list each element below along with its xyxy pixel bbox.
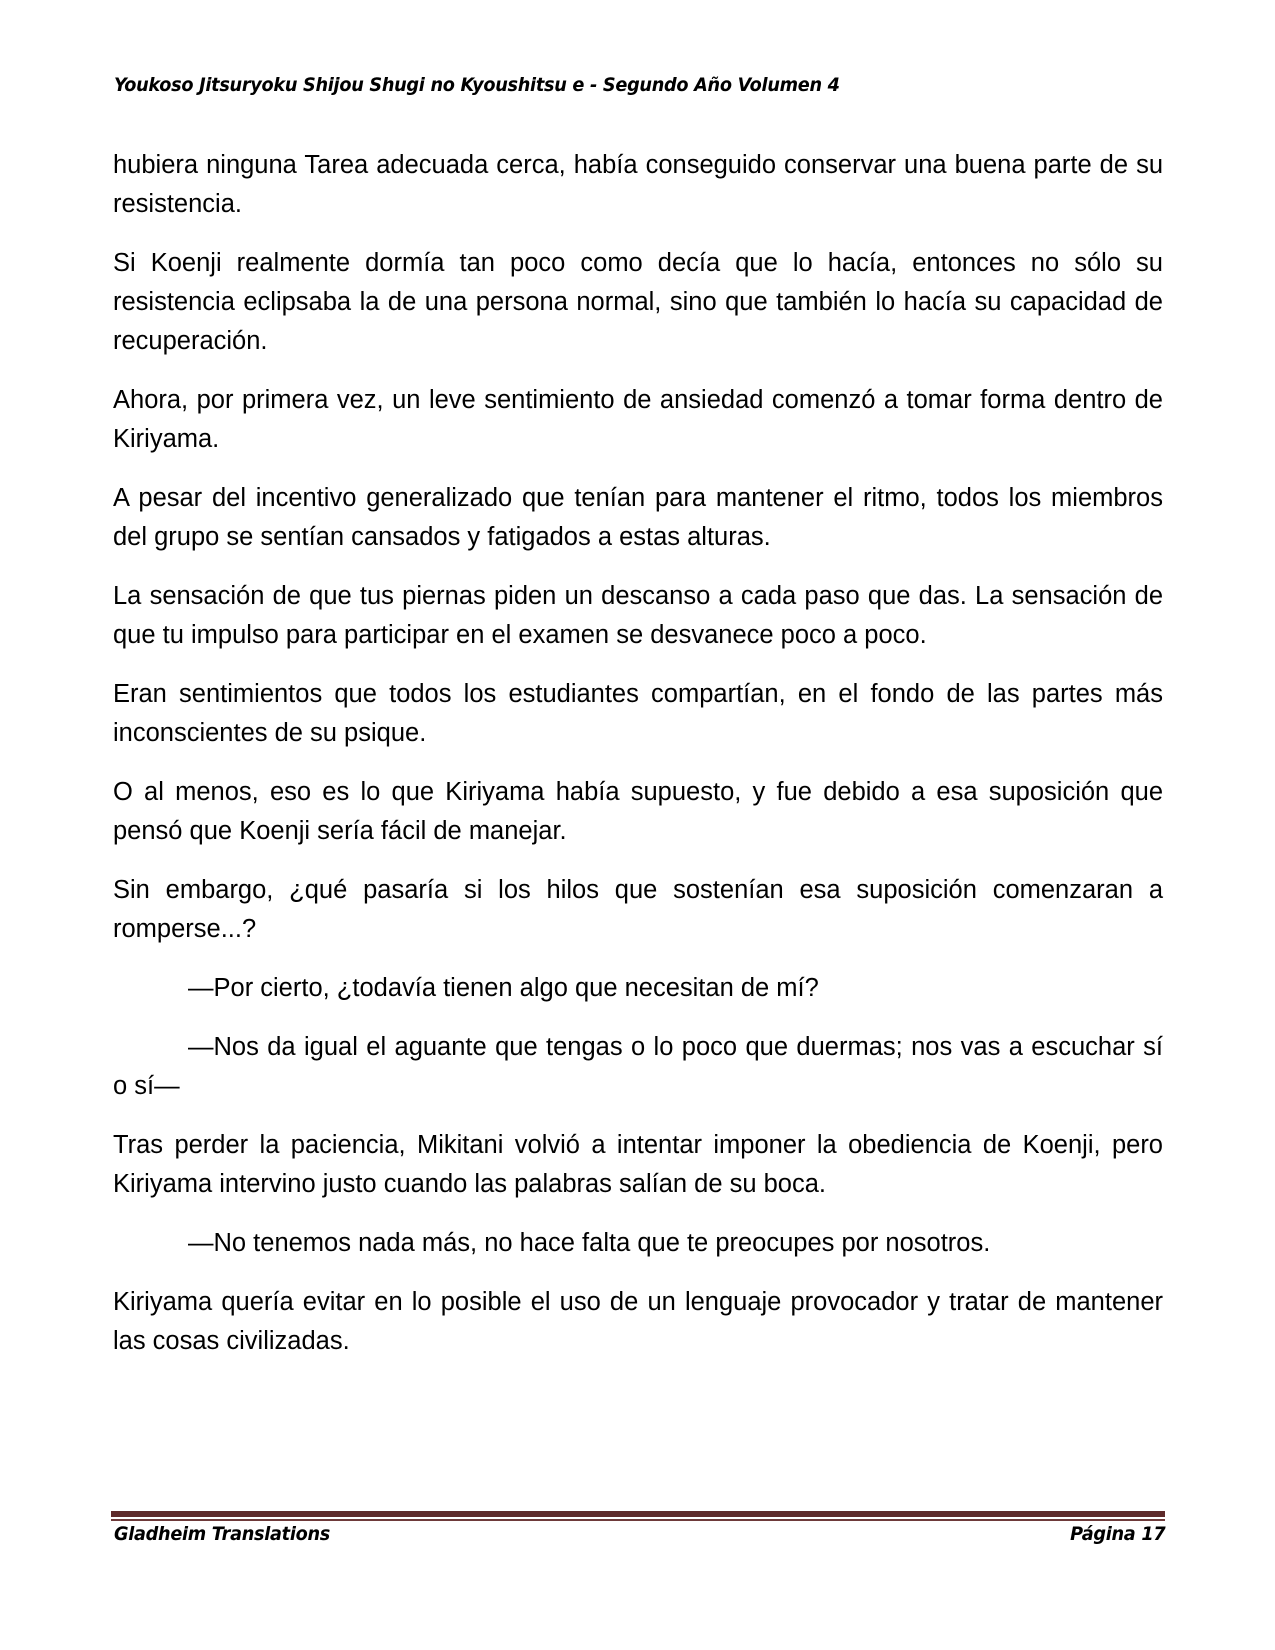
paragraph: Tras perder la paciencia, Mikitani volvió a intentar imponer la obediencia de Koenji, pero Kiriyama intervino justo cuando las palabras salían de su boca.	[113, 1131, 1163, 1198]
paragraph: La sensación de que tus piernas piden un descanso a cada paso que das. La sensación de que tu impulso para participar en el examen se desvanece poco a poco.	[113, 582, 1163, 649]
page-number: Página 17	[1069, 1523, 1165, 1545]
footer-divider-thin	[111, 1519, 1165, 1521]
paragraph: Si Koenji realmente dormía tan poco como decía que lo hacía, entonces no sólo su resistencia eclipsaba la de una persona normal, sino que también lo hacía su capacidad de recuperación.	[113, 249, 1163, 355]
paragraph: Sin embargo, ¿qué pasaría si los hilos que sostenían esa suposición comenzaran a romperse...?	[113, 876, 1163, 943]
page-body	[113, 146, 1163, 1381]
footer-publisher: Gladheim Translations	[114, 1523, 331, 1545]
paragraph: Kiriyama quería evitar en lo posible el uso de un lenguaje provocador y tratar de mantener las cosas civilizadas.	[113, 1288, 1163, 1355]
paragraph: hubiera ninguna Tarea adecuada cerca, había conseguido conservar una buena parte de su resistencia.	[113, 151, 1163, 218]
dialogue-line: —Por cierto, ¿todavía tienen algo que necesitan de mí?	[188, 974, 819, 1002]
paragraph: Eran sentimientos que todos los estudiantes compartían, en el fondo de las partes más inconscientes de su psique.	[113, 680, 1163, 747]
dialogue-line: —Nos da igual el aguante que tengas o lo poco que duermas; nos vas a escuchar sí o sí—	[113, 1033, 1163, 1100]
running-header: Youkoso Jitsuryoku Shijou Shugi no Kyoushitsu e - Segundo Año Volumen 4	[114, 74, 840, 96]
paragraph: O al menos, eso es lo que Kiriyama había supuesto, y fue debido a esa suposición que pensó que Koenji sería fácil de manejar.	[113, 778, 1163, 845]
dialogue-line: —No tenemos nada más, no hace falta que te preocupes por nosotros.	[188, 1229, 991, 1257]
paragraph: A pesar del incentivo generalizado que tenían para mantener el ritmo, todos los miembros del grupo se sentían cansados y fatigados a estas alturas.	[113, 484, 1163, 551]
footer-divider	[111, 1511, 1165, 1521]
paragraph: Ahora, por primera vez, un leve sentimiento de ansiedad comenzó a tomar forma dentro de Kiriyama.	[113, 386, 1163, 453]
